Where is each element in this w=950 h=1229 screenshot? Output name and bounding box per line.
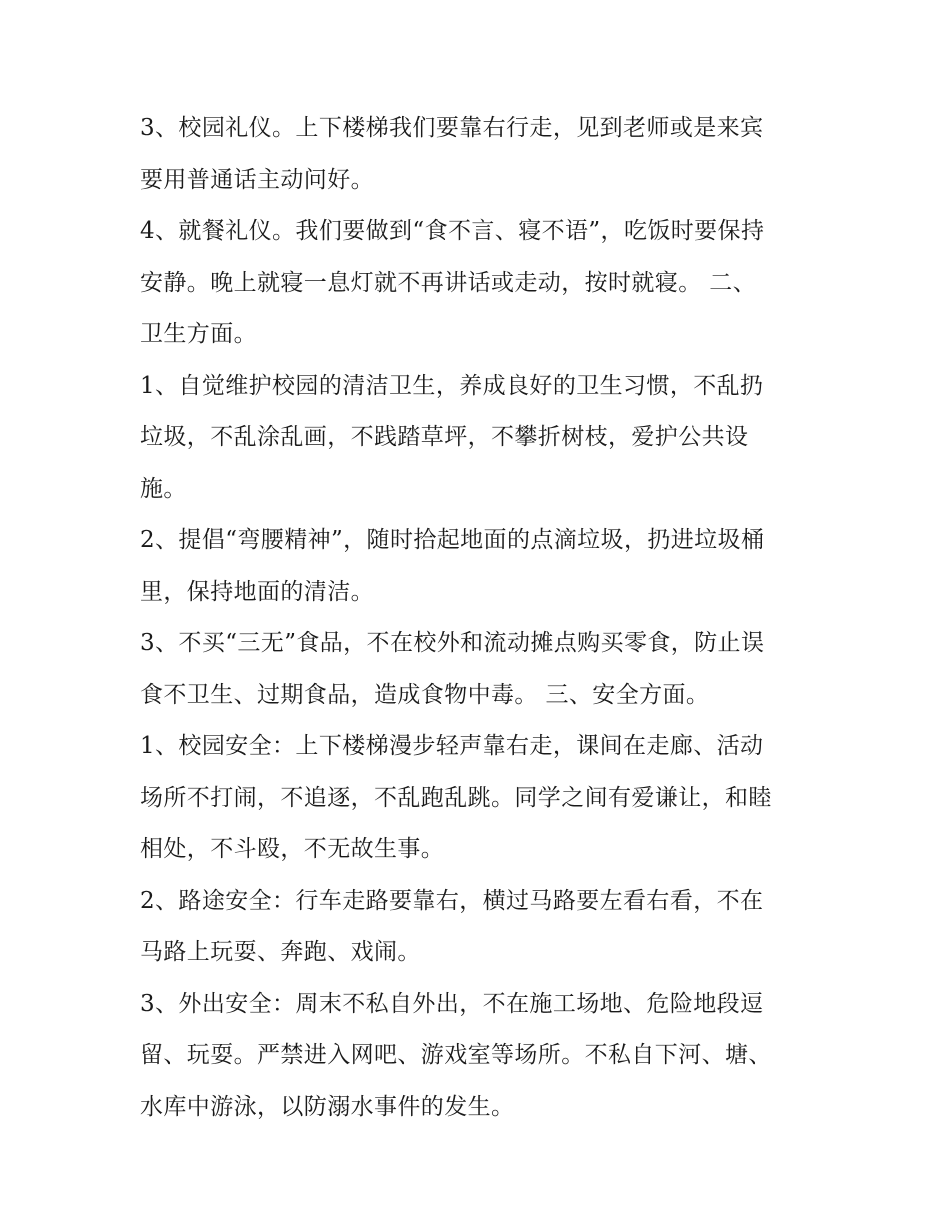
text-line: 2、提倡“弯腰精神”，随时拾起地面的点滴垃圾，扔进垃圾桶 <box>140 527 765 553</box>
text-line: 水库中游泳，以防溺水事件的发生。 <box>140 1093 515 1120</box>
text-line: 4、就餐礼仪。我们要做到“食不言、寝不语”，吃饭时要保持 <box>140 218 765 244</box>
text-line: 场所不打闹，不追逐，不乱跑乱跳。同学之间有爱谦让，和睦 <box>140 784 772 811</box>
text-line: 里，保持地面的清洁。 <box>140 578 374 605</box>
text-line: 相处，不斗殴，不无故生事。 <box>140 836 445 862</box>
text-line: 1、自觉维护校园的清洁卫生，养成良好的卫生习惯，不乱扔 <box>140 372 764 399</box>
text-line: 1、校园安全：上下楼梯漫步轻声靠右走，课间在走廊、活动 <box>140 733 764 759</box>
text-line: 3、不买“三无”食品，不在校外和流动摊点购买零食，防止误 <box>140 630 765 656</box>
text-line: 留、玩耍。严禁进入网吧、游戏室等场所。不私自下河、塘、 <box>140 1042 772 1068</box>
text-line: 安静。晚上就寝一息灯就不再讲话或走动，按时就寝。 二、 <box>140 269 757 296</box>
text-line: 垃圾，不乱涂乱画，不践踏草坪，不攀折树枝，爱护公共设 <box>140 424 749 450</box>
text-line: 3、外出安全：周末不私自外出，不在施工场地、危险地段逗 <box>140 990 764 1017</box>
text-line: 3、校园礼仪。上下楼梯我们要靠右行走，见到老师或是来宾 <box>140 115 764 141</box>
text-line: 食不卫生、过期食品，造成食物中毒。 三、安全方面。 <box>140 681 710 708</box>
text-line: 卫生方面。 <box>140 321 257 347</box>
text-line: 施。 <box>140 475 187 502</box>
text-line: 要用普通话主动问好。 <box>140 166 374 193</box>
text-line: 2、路途安全：行车走路要靠右，横过马路要左看右看，不在 <box>140 887 764 914</box>
document-body <box>140 103 820 1133</box>
text-line: 马路上玩耍、奔跑、戏闹。 <box>140 939 421 965</box>
